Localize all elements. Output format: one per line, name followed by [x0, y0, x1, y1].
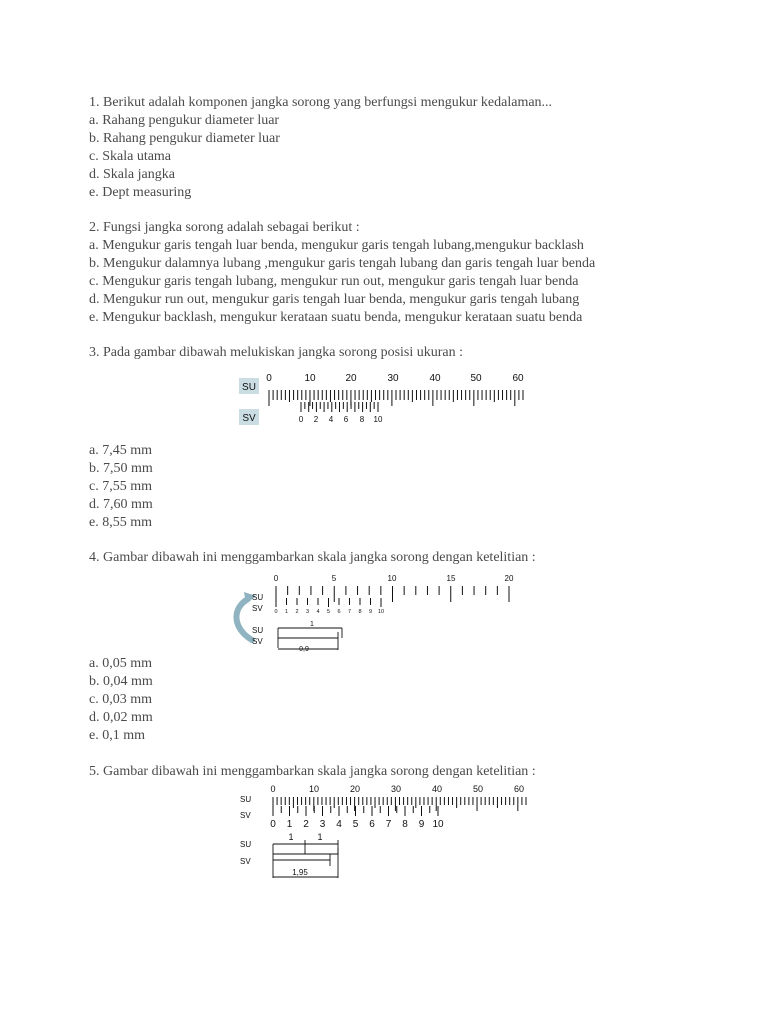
curved-arrow-icon: [236, 599, 252, 640]
q2-option-c: c. Mengukur garis tengah lubang, mengukur run out, mengukur garis tengah luar benda: [89, 274, 579, 289]
q5-sv-label: SV: [240, 811, 251, 820]
q5-main-tick-label: 30: [390, 784, 402, 794]
q1-stem: 1. Berikut adalah komponen jangka sorong yang berfungsi mengukur kedalaman...: [89, 95, 553, 110]
q4-main-tick-label: 5: [331, 574, 337, 583]
q4-zoom-su-label: SU: [252, 626, 264, 635]
q3-caliper-figure: [238, 368, 538, 433]
q1-option-b: b. Rahang pengukur diameter luar: [89, 131, 280, 146]
q1-option-c: c. Skala utama: [89, 149, 172, 164]
q4-caliper-svg: [230, 572, 530, 654]
q4-vernier-tick-label: 4: [316, 609, 320, 615]
q3-su-label: SU: [242, 382, 256, 393]
q4-option-a: a. 0,05 mm: [89, 656, 152, 671]
q3-option-e: e. 8,55 mm: [89, 515, 152, 530]
q3-vernier-tick-label: 2: [313, 415, 319, 424]
q5-zoom-bottom-value: 1,95: [292, 868, 308, 877]
q3-vernier-tick-label: 8: [359, 415, 365, 424]
q4-vernier-tick-label: 10: [377, 609, 385, 615]
q4-vernier-tick-label: 8: [358, 609, 362, 615]
q5-vernier-tick-label: 8: [402, 819, 408, 830]
q5-main-tick-label: 20: [349, 784, 361, 794]
q4-vernier-tick-label: 6: [337, 609, 341, 615]
q5-main-tick-label: 10: [308, 784, 320, 794]
q3-main-scale: [269, 390, 523, 406]
q3-option-c: c. 7,55 mm: [89, 479, 152, 494]
q5-zoom-su-label: SU: [240, 840, 252, 849]
q2-option-e: e. Mengukur backlash, mengukur kerataan suatu benda, mengukur kerataan suatu benda: [89, 310, 583, 325]
q4-sv-label: SV: [252, 604, 263, 613]
q4-zoom-diagram: [278, 628, 342, 650]
q4-main-scale: [276, 586, 509, 602]
q3-option-a: a. 7,45 mm: [89, 443, 152, 458]
q3-vernier-tick-label: 0: [298, 415, 304, 424]
q3-vernier-scale: [301, 402, 378, 412]
q4-vernier-tick-label: 2: [295, 609, 299, 615]
q4-vernier-scale: [276, 598, 381, 607]
q5-caliper-figure: [238, 782, 538, 887]
q3-main-tick-label: 20: [345, 373, 357, 384]
q4-zoom-bottom-value: 0,9: [299, 646, 309, 653]
q5-vernier-tick-label: 2: [303, 819, 309, 830]
q4-option-c: c. 0,03 mm: [89, 692, 152, 707]
q5-main-tick-label: 0: [270, 784, 276, 794]
q1-option-a: a. Rahang pengukur diameter luar: [89, 113, 280, 128]
q5-su-label: SU: [240, 795, 252, 804]
q3-option-d: d. 7,60 mm: [89, 497, 153, 512]
q4-option-d: d. 0,02 mm: [89, 710, 153, 725]
q5-vernier-tick-label: 4: [336, 819, 342, 830]
q2-stem: 2. Fungsi jangka sorong adalah sebagai berikut :: [89, 220, 360, 235]
q3-main-tick-label: 10: [304, 373, 316, 384]
q3-main-tick-label: 30: [387, 373, 399, 384]
q5-vernier-tick-label: 0: [270, 819, 276, 830]
q1-option-e: e. Dept measuring: [89, 185, 192, 200]
q3-option-b: b. 7,50 mm: [89, 461, 153, 476]
q5-vernier-tick-label: 6: [369, 819, 375, 830]
q5-stem: 5. Gambar dibawah ini menggambarkan skala jangka sorong dengan ketelitian :: [89, 764, 536, 779]
q2-option-d: d. Mengukur run out, mengukur garis tengah luar benda, mengukur garis tengah lubang: [89, 292, 580, 307]
q3-vernier-tick-label: 6: [343, 415, 349, 424]
q5-main-tick-label: 50: [472, 784, 484, 794]
q5-main-tick-label: 60: [513, 784, 525, 794]
q3-main-tick-label: 60: [512, 373, 524, 384]
q4-main-tick-label: 10: [387, 574, 397, 583]
q4-vernier-tick-label: 0: [274, 609, 278, 615]
q3-main-tick-label: 40: [429, 373, 441, 384]
q4-zoom-sv-label: SV: [252, 637, 263, 646]
q4-su-label: SU: [252, 593, 264, 602]
q3-stem: 3. Pada gambar dibawah melukiskan jangka sorong posisi ukuran :: [89, 345, 464, 360]
q5-vernier-scale: [273, 806, 438, 816]
q4-caliper-figure: [230, 572, 530, 659]
q5-vernier-tick-label: 10: [432, 819, 444, 830]
q4-main-tick-label: 20: [504, 574, 514, 583]
q4-stem: 4. Gambar dibawah ini menggambarkan skala jangka sorong dengan ketelitian :: [89, 550, 536, 565]
q3-main-tick-label: 50: [470, 373, 482, 384]
q4-zoom-top-value: 1: [310, 621, 314, 628]
q5-main-tick-label: 40: [431, 784, 443, 794]
q4-vernier-tick-label: 7: [347, 609, 352, 615]
q3-main-tick-label: 0: [266, 373, 272, 384]
q5-zoom-top-value-a: 1: [288, 832, 294, 842]
q3-vernier-tick-label: 4: [328, 415, 334, 424]
q4-vernier-tick-label: 5: [326, 609, 331, 615]
q5-vernier-tick-label: 5: [352, 819, 359, 830]
q1-option-d: d. Skala jangka: [89, 167, 175, 182]
q5-vernier-tick-label: 3: [319, 819, 326, 830]
q2-option-b: b. Mengukur dalamnya lubang ,mengukur garis tengah lubang dan garis tengah luar benda: [89, 256, 596, 271]
q4-vernier-tick-label: 1: [284, 609, 289, 615]
q5-vernier-tick-label: 9: [418, 819, 425, 830]
q5-zoom-top-value-b: 1: [317, 832, 323, 842]
q4-vernier-tick-label: 3: [305, 609, 310, 615]
q5-caliper-svg: [238, 782, 538, 882]
q4-option-b: b. 0,04 mm: [89, 674, 153, 689]
q4-main-tick-label: 0: [273, 574, 279, 583]
q4-main-tick-label: 15: [446, 574, 456, 583]
q2-option-a: a. Mengukur garis tengah luar benda, mengukur garis tengah lubang,mengukur backlash: [89, 238, 584, 253]
q3-sv-label: SV: [242, 413, 256, 424]
q4-vernier-tick-label: 9: [368, 609, 373, 615]
q5-main-scale: [273, 797, 526, 811]
q5-vernier-tick-label: 1: [286, 819, 293, 830]
q5-zoom-sv-label: SV: [240, 857, 251, 866]
q4-option-e: e. 0,1 mm: [89, 728, 145, 743]
q5-vernier-tick-label: 7: [385, 819, 392, 830]
q3-caliper-svg: [238, 368, 538, 428]
q3-vernier-tick-label: 10: [373, 415, 383, 424]
